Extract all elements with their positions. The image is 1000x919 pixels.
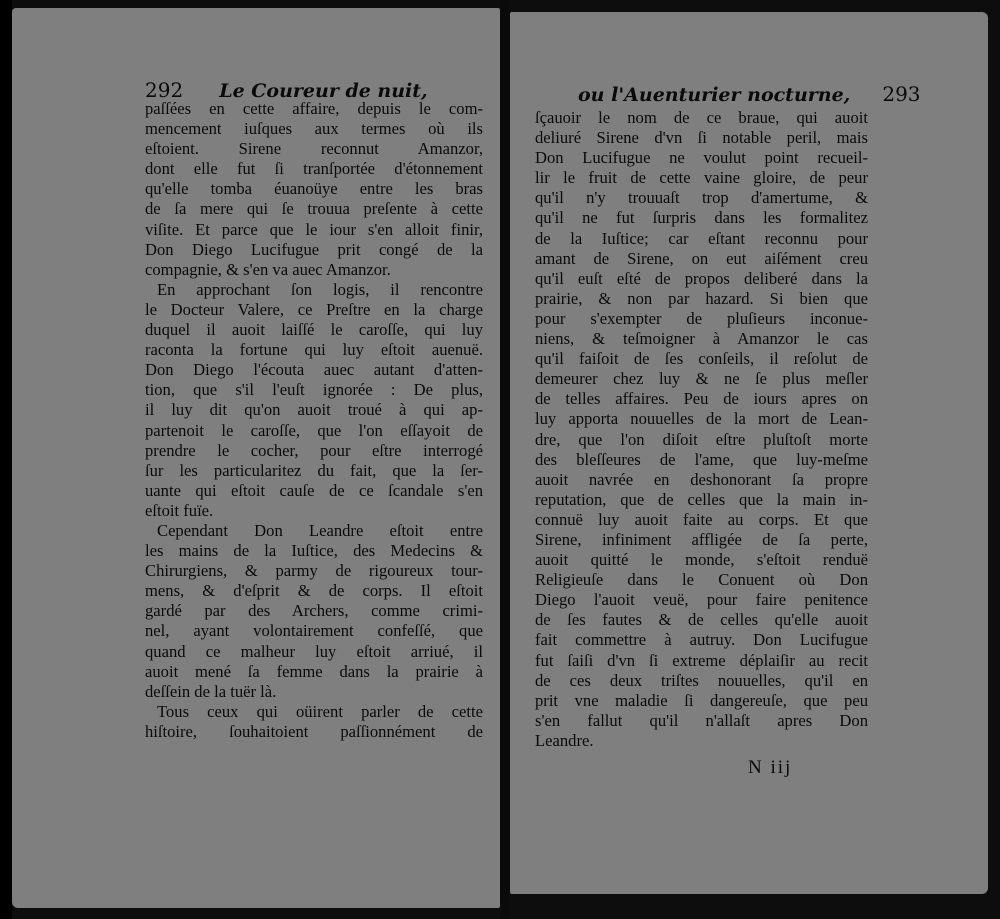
text-line: dre, que l'on diſoit eſtre pluſtoſt morte [535, 429, 868, 449]
text-line: compagnie, & s'en va auec Amanzor. [145, 259, 391, 279]
running-title-right: ou l'Auenturier nocturne, [578, 84, 851, 106]
text-line: connuë luy auoit faite au corps. Et que [535, 509, 868, 529]
text-line: Cependant Don Leandre eſtoit entre [157, 520, 483, 540]
text-line: reputation, que de celles que la main in- [535, 489, 868, 509]
text-line: Diego l'auoit veuë, pour faire penitence [535, 590, 868, 610]
text-line: qu'il ne fut ſurpris dans les formalitez [535, 208, 868, 228]
text-line: prendre le cocher, pour eſtre interrogé [145, 440, 483, 460]
text-line: il luy dit qu'on auoit troué à qui ap- [145, 400, 483, 420]
text-line: mens, & d'eſprit & de corps. Il eſtoit [145, 581, 483, 601]
signature-mark: N iij [748, 757, 793, 778]
text-line: Sirene, infiniment affligée de ſa perte, [535, 529, 868, 549]
text-line: raconta la fortune qui luy eſtoit auenuë. [145, 340, 483, 360]
text-line: ſçauoir le nom de ce braue, qui auoit [535, 108, 868, 127]
right-page-header [578, 82, 921, 106]
text-line: gardé par des Archers, comme crimi- [145, 601, 483, 621]
text-line: qu'il faiſoit de ſes conſeils, il reſolut de [535, 349, 868, 369]
text-line: s'en fallut qu'il n'allaſt apres Don [535, 710, 868, 730]
text-line: pour s'exempter de pluſieurs inconue- [535, 308, 868, 328]
text-line: demeurer chez luy & ne ſe plus meſler [535, 369, 868, 389]
text-line: Don Diego Lucifugue prit congé de la [145, 239, 483, 259]
text-line: deſſein de la tuër là. [145, 681, 277, 701]
page-number-right: 293 [882, 82, 921, 106]
text-line: de ſa mere qui ſe trouua preſente à cette [145, 199, 483, 219]
text-line: Don Diego l'écouta auec autant d'atten- [145, 360, 483, 380]
text-line: amant de Sirene, on eut aiſément creu [535, 248, 868, 268]
text-line: qu'il n'y trouuaſt trop d'amertume, & [535, 188, 868, 208]
text-line: lir le fruit de cette vaine gloire, de peur [535, 168, 868, 188]
text-line: Tous ceux qui oüirent parler de cette [157, 701, 483, 721]
text-line: luy apporta nouuelles de la mort de Lean- [535, 409, 868, 429]
text-line: prairie, & non par hazard. Si bien que [535, 288, 868, 308]
text-line: paſſées en cette affaire, depuis le com- [145, 99, 483, 118]
text-line: de telles affaires. Peu de iours apres on [535, 389, 868, 409]
text-line: Religieuſe dans le Conuent où Don [535, 570, 868, 590]
text-line: fut ſaiſi d'vn ſi extreme déplaiſir au recit [535, 650, 868, 670]
text-line: eſtoit fuïe. [145, 500, 214, 520]
text-line: uante qui eſtoit cauſe de ce ſcandale s'en [145, 480, 483, 500]
text-line: auoit quitté le monde, s'eſtoit renduë [535, 550, 868, 570]
running-title-left: Le Coureur de nuit, [219, 80, 428, 102]
text-line: auoit mené ſa femme dans la prairie à [145, 661, 483, 681]
text-line: viſite. Et parce que le iour s'en alloit finir, [145, 219, 483, 239]
text-line: dont elle fut ſi tranſportée d'étonnement [145, 159, 483, 179]
text-line: fait commettre à autruy. Don Lucifugue [535, 630, 868, 650]
text-line: qu'il euſt eſté de propos deliberé dans la [535, 268, 868, 288]
text-line: nel, ayant volontairement confeſſé, que [145, 621, 483, 641]
text-line: auoit navrée en deshonorant ſa propre [535, 469, 868, 489]
text-line: le Docteur Valere, ce Preſtre en la charge [145, 299, 483, 319]
text-line: des bleſſeures de l'ame, que luy-meſme [535, 449, 868, 469]
text-line: hiſtoire, ſouhaitoient paſſionnément de [145, 721, 483, 741]
text-line: mencement iuſques aux termes où ils [145, 119, 483, 139]
left-page [12, 8, 500, 908]
text-line: eſtoient. Sirene reconnut Amanzor, [145, 139, 483, 159]
text-line: ſur les particularitez du fait, que la ſer- [145, 460, 483, 480]
text-line: Don Lucifugue ne voulut point recueil- [535, 148, 868, 168]
text-line: les mains de la Iuſtice, des Medecins & [145, 541, 483, 561]
text-line: Chirurgiens, & parmy de rigoureux tour- [145, 561, 483, 581]
text-line: Leandre. [535, 730, 594, 750]
text-line: qu'elle tomba éuanoüye entre les bras [145, 179, 483, 199]
text-line: deliuré Sirene d'vn ſi notable peril, mais [535, 128, 868, 148]
right-page-body [535, 108, 868, 751]
text-line: duquel il auoit laiſſé le caroſſe, qui luy [145, 320, 483, 340]
text-line: quand ce malheur luy eſtoit arriué, il [145, 641, 483, 661]
scan-edge [0, 0, 12, 919]
text-line: prit vne maladie ſi dangereuſe, que peu [535, 690, 868, 710]
text-line: de ſes fautes & de celles qu'elle auoit [535, 610, 868, 630]
text-line: partenoit le caroſſe, que l'on eſſayoit de [145, 420, 483, 440]
text-line: tion, que s'il l'euſt ignorée : De plus, [145, 380, 483, 400]
right-page [510, 12, 988, 894]
text-line: En approchant ſon logis, il rencontre [157, 279, 483, 299]
text-line: de ces deux triſtes nouuelles, qu'il en [535, 670, 868, 690]
left-page-body [145, 99, 483, 742]
book-gutter [500, 0, 510, 919]
text-line: de la Iuſtice; car eſtant reconnu pour [535, 228, 868, 248]
page-number-left: 292 [145, 78, 184, 102]
text-line: niens, & teſmoigner à Amanzor le cas [535, 329, 868, 349]
